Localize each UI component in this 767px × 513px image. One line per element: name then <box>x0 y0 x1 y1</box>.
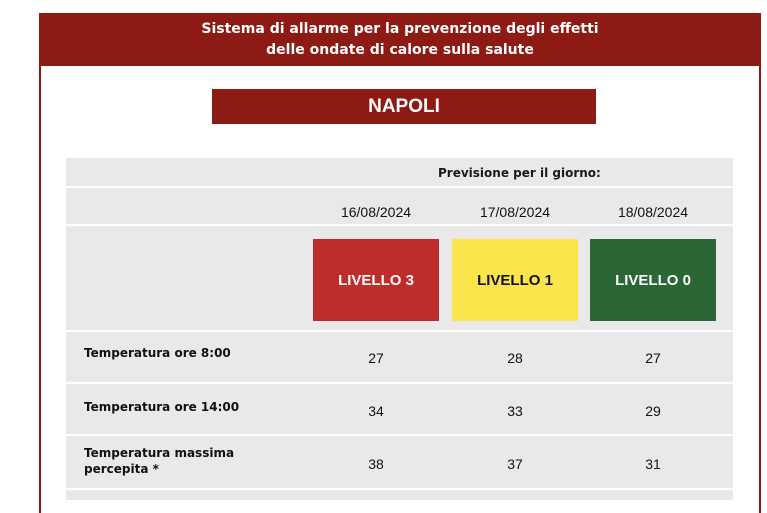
level-badge-day-1: LIVELLO 3 <box>313 239 439 321</box>
page-header <box>39 13 761 66</box>
date-day-1: 16/08/2024 <box>340 204 412 220</box>
row-label-temp-8: Temperatura ore 8:00 <box>84 346 231 360</box>
value-temp-max-day-3: 31 <box>645 456 661 472</box>
row-label-temp-max-line2: percepita * <box>84 462 159 476</box>
value-temp-max-day-2: 37 <box>507 456 523 472</box>
row-label-temp-14: Temperatura ore 14:00 <box>84 400 240 414</box>
forecast-header-row <box>66 158 733 186</box>
value-temp-14-day-1: 34 <box>368 403 384 419</box>
date-day-3: 18/08/2024 <box>617 204 689 220</box>
row-label-temp-max <box>84 445 234 477</box>
city-title: NAPOLI <box>212 89 596 124</box>
header-title-line1: Sistema di allarme per la prevenzione degli effetti <box>201 20 599 37</box>
value-temp-8-day-3: 27 <box>645 350 661 366</box>
value-temp-14-day-2: 33 <box>507 403 523 419</box>
header-title-line2: delle ondate di calore sulla salute <box>266 41 534 58</box>
date-day-2: 17/08/2024 <box>479 204 551 220</box>
row-label-temp-max-line1: Temperatura massima <box>84 446 235 460</box>
value-temp-8-day-2: 28 <box>507 350 523 366</box>
value-temp-max-day-1: 38 <box>368 456 384 472</box>
value-temp-8-day-1: 27 <box>368 350 384 366</box>
level-badge-day-2: LIVELLO 1 <box>452 239 578 321</box>
table-row <box>66 490 733 500</box>
value-temp-14-day-3: 29 <box>645 403 661 419</box>
level-badge-day-3: LIVELLO 0 <box>590 239 716 321</box>
forecast-label: Previsione per il giorno: <box>438 166 601 180</box>
